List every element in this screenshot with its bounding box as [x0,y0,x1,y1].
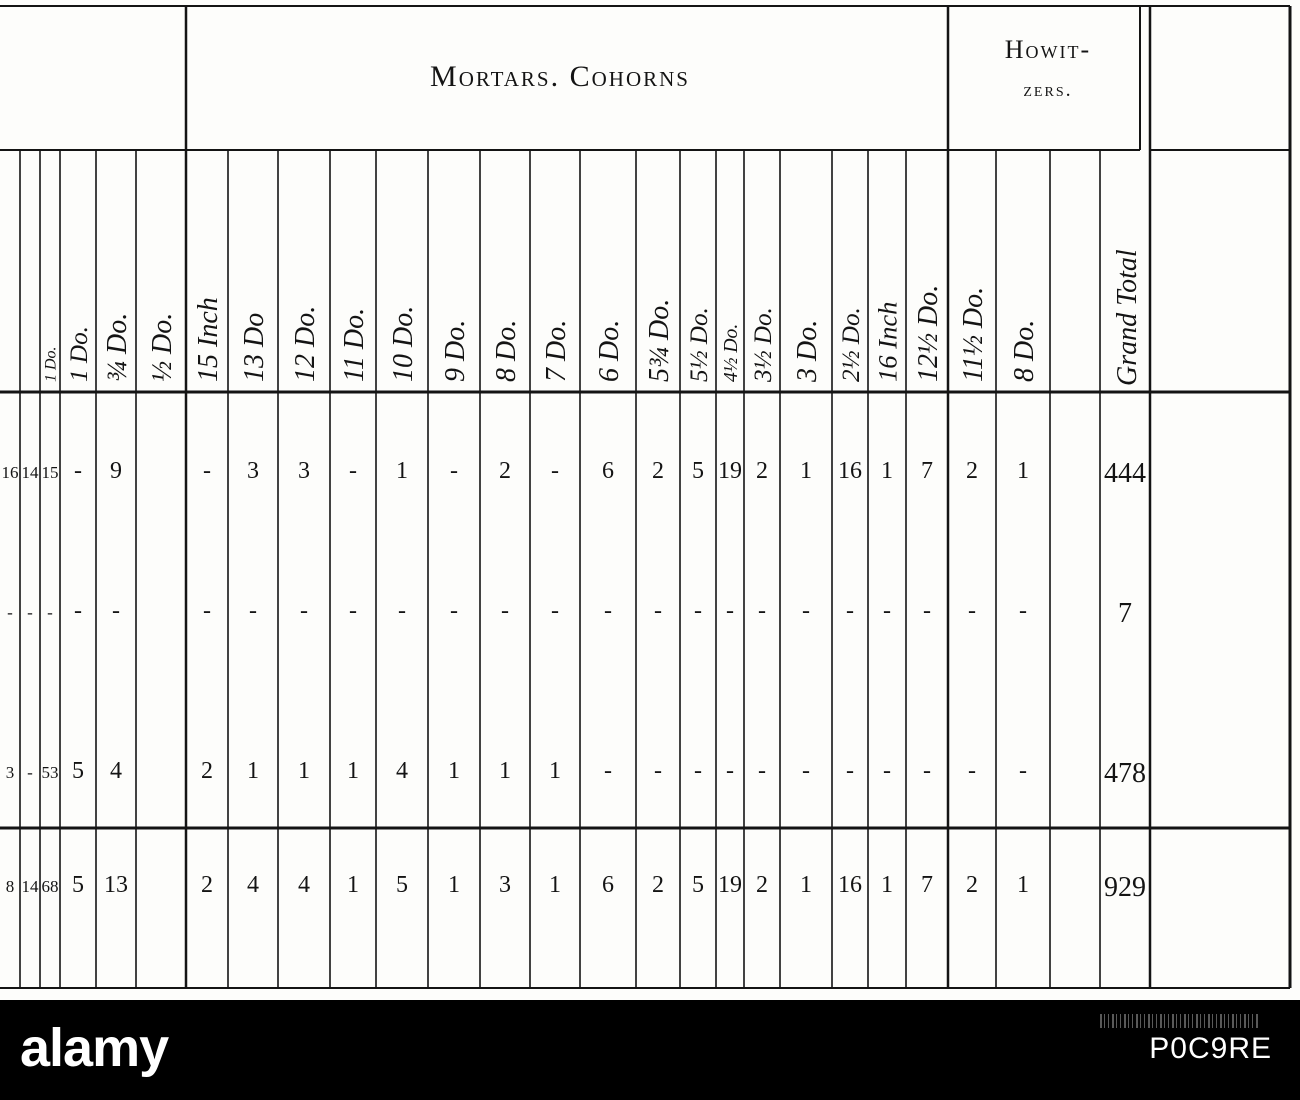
table-cell: 5 [692,458,704,484]
table-cell: - [450,458,458,484]
barcode-bar [1232,1014,1234,1028]
table-cell: - [604,598,612,624]
barcode-bar [1184,1014,1186,1028]
column-header: 10 Do. [387,305,419,382]
table-cell: - [968,598,976,624]
barcode-bar [1244,1014,1246,1028]
table-cell: 3 [499,872,511,898]
table-cell: 1 [347,758,359,784]
table-cell: 2 [756,872,768,898]
table-cell: 2 [756,458,768,484]
column-header: 4½ Do. [720,323,742,382]
table-cell: - [654,758,662,784]
barcode-bar [1196,1014,1198,1028]
barcode-bar [1148,1014,1150,1028]
table-cell: 7 [921,872,933,898]
table-cell: 1 [549,758,561,784]
table-cell: 1 [800,458,812,484]
table-cell: 4 [298,872,310,898]
table-cell: - [846,758,854,784]
table-cell: - [249,598,257,624]
table-cell: 13 [104,872,128,898]
table-cell: - [203,598,211,624]
table-cell: 3 [5,763,15,782]
table-cell: 16 [1,463,19,482]
table-cell: 1 [549,872,561,898]
column-header: 8 Do. [1008,319,1040,382]
table-cell: - [450,598,458,624]
grand-total-cell: 444 [1104,458,1146,489]
table-cell: - [654,598,662,624]
barcode-bar [1180,1014,1181,1028]
barcode-bar [1116,1014,1117,1028]
column-header: 3½ Do. [749,307,777,382]
barcode-bar [1164,1014,1165,1028]
table-cell: 68 [41,877,59,896]
table-cell: 19 [718,872,742,898]
column-header: 9 Do. [439,319,471,382]
table-cell: - [694,598,702,624]
howitzers-group-header-line2: zers. [1023,79,1073,101]
table-cell: - [923,758,931,784]
table-cell: - [604,758,612,784]
table-cell: 5 [692,872,704,898]
table-cell: - [47,603,53,622]
table-cell: - [694,758,702,784]
table-cell: - [883,758,891,784]
table-cell: - [300,598,308,624]
stock-banner [0,1000,1300,1100]
column-header: 16 Inch [872,301,903,382]
column-header: 6 Do. [593,319,625,382]
column-headers [43,249,1143,386]
barcode-bar [1256,1014,1258,1028]
image-code-box [1070,1000,1300,1100]
table-cell: 1 [347,872,359,898]
table-cell: 3 [247,458,259,484]
table-cell: 4 [396,758,408,784]
barcode-bar [1136,1014,1138,1028]
column-header: 8 Do. [490,319,522,382]
table-cell: - [74,458,82,484]
barcode-bar [1168,1014,1169,1028]
table-cell: - [203,458,211,484]
barcode-bar [1240,1014,1241,1028]
table-cell: - [398,598,406,624]
column-header: 13 Do [238,312,270,382]
barcode-bar [1192,1014,1193,1028]
barcode-bar [1252,1014,1253,1028]
table-cell: - [802,758,810,784]
table-cell: - [27,603,33,622]
barcode-bar [1144,1014,1145,1028]
barcode-bar [1220,1014,1222,1028]
table-cell: 7 [921,458,933,484]
table-cell: - [758,598,766,624]
table-cell: 14 [21,877,39,896]
table-cell: 1 [881,872,893,898]
table-cell: 2 [966,872,978,898]
table-cell: 5 [72,758,84,784]
brand-logo: alamy [20,1018,169,1078]
table-cell: 1 [247,758,259,784]
table-cell: 1 [1017,872,1029,898]
table-cell: 1 [881,458,893,484]
column-header: ¾ Do. [101,312,133,382]
table-cell: - [846,598,854,624]
table-cell: 2 [201,872,213,898]
column-header: 12 Do. [289,305,321,382]
barcode-bar [1124,1014,1126,1028]
table-cell: 16 [838,872,862,898]
barcode-bar [1104,1014,1105,1028]
barcode-bar [1172,1014,1174,1028]
column-header: 15 Inch [192,297,224,382]
table-cell: 6 [602,458,614,484]
table-cell: - [1019,758,1027,784]
table-cell: 1 [396,458,408,484]
table-cell: 1 [499,758,511,784]
barcode-bar [1100,1014,1102,1028]
table-cell: - [7,603,13,622]
column-header: 12½ Do. [912,284,944,382]
table-cell: - [758,758,766,784]
table-cell: 1 [448,758,460,784]
table-cell: 1 [1017,458,1029,484]
table-cell: 4 [110,758,122,784]
barcode-bar [1156,1014,1157,1028]
barcode-bar [1200,1014,1201,1028]
grand-total-cell: 929 [1104,872,1146,903]
table-cell: - [501,598,509,624]
barcode-bar [1236,1014,1237,1028]
table-cell: 53 [41,763,59,782]
table-cell: 19 [718,458,742,484]
mortars-group-header: Mortars. Cohorns [430,60,690,93]
table-cell: - [923,598,931,624]
table-cells [2,458,1147,903]
barcode-bar [1188,1014,1189,1028]
table-cell: - [968,758,976,784]
table-cell: - [349,598,357,624]
barcode-bar [1132,1014,1133,1028]
barcode-bar [1228,1014,1229,1028]
table-cell: 6 [602,872,614,898]
barcode-bar [1216,1014,1217,1028]
column-header: 11 Do. [338,307,370,382]
table-cell: 8 [5,877,15,896]
table-cell: 1 [448,872,460,898]
table-cell: - [74,598,82,624]
table-cell: 2 [652,458,664,484]
table-cell: 2 [499,458,511,484]
grand-total-cell: 478 [1104,758,1146,789]
column-header: 1 Do. [65,326,93,382]
table-cell: 4 [247,872,259,898]
barcode-bar [1108,1014,1109,1028]
table-cell: - [551,458,559,484]
table-cell: 5 [72,872,84,898]
table-rules [0,6,1290,988]
table-cell: 9 [110,458,122,484]
barcode-bar [1160,1014,1162,1028]
table-cell: - [726,598,734,624]
table-cell: - [551,598,559,624]
barcode-bar [1224,1014,1225,1028]
column-header: 2½ Do. [837,307,865,382]
barcode-bar [1140,1014,1141,1028]
table-cell: 14 [21,463,39,482]
table-cell: - [1019,598,1027,624]
barcode-bar [1112,1014,1114,1028]
column-header: 11½ Do. [957,286,989,382]
grand-total-cell: 7 [1118,598,1132,629]
barcode-bar [1120,1014,1121,1028]
howitzers-group-header-line1: Howit- [1004,35,1092,64]
table-cell: - [27,763,33,782]
table-cell: 3 [298,458,310,484]
table-cell: - [726,758,734,784]
barcode-bar [1248,1014,1249,1028]
column-header: 3 Do. [791,319,823,382]
barcode-icon [1100,1014,1260,1028]
column-header: 7 Do. [540,319,572,382]
column-header: ½ Do. [146,312,178,382]
table-cell: 2 [652,872,664,898]
table-cell: 5 [396,872,408,898]
barcode-bar [1152,1014,1153,1028]
barcode-bar [1212,1014,1213,1028]
barcode-bar [1204,1014,1205,1028]
table-cell: 1 [298,758,310,784]
column-header: 1 Do. [42,346,60,382]
barcode-bar [1176,1014,1177,1028]
table-cell: 16 [838,458,862,484]
column-header: 5½ Do. [685,307,713,382]
grand-total-header: Grand Total [1112,249,1143,386]
image-code: P0C9RE [1149,1032,1272,1065]
table-cell: - [349,458,357,484]
table-cell: 15 [41,463,59,482]
table-cell: - [112,598,120,624]
table-cell: 1 [800,872,812,898]
table-cell: - [802,598,810,624]
barcode-bar [1128,1014,1129,1028]
table-cell: 2 [966,458,978,484]
column-header: 5¾ Do. [643,298,675,382]
table-cell: 2 [201,758,213,784]
barcode-bar [1208,1014,1210,1028]
table-cell: - [883,598,891,624]
